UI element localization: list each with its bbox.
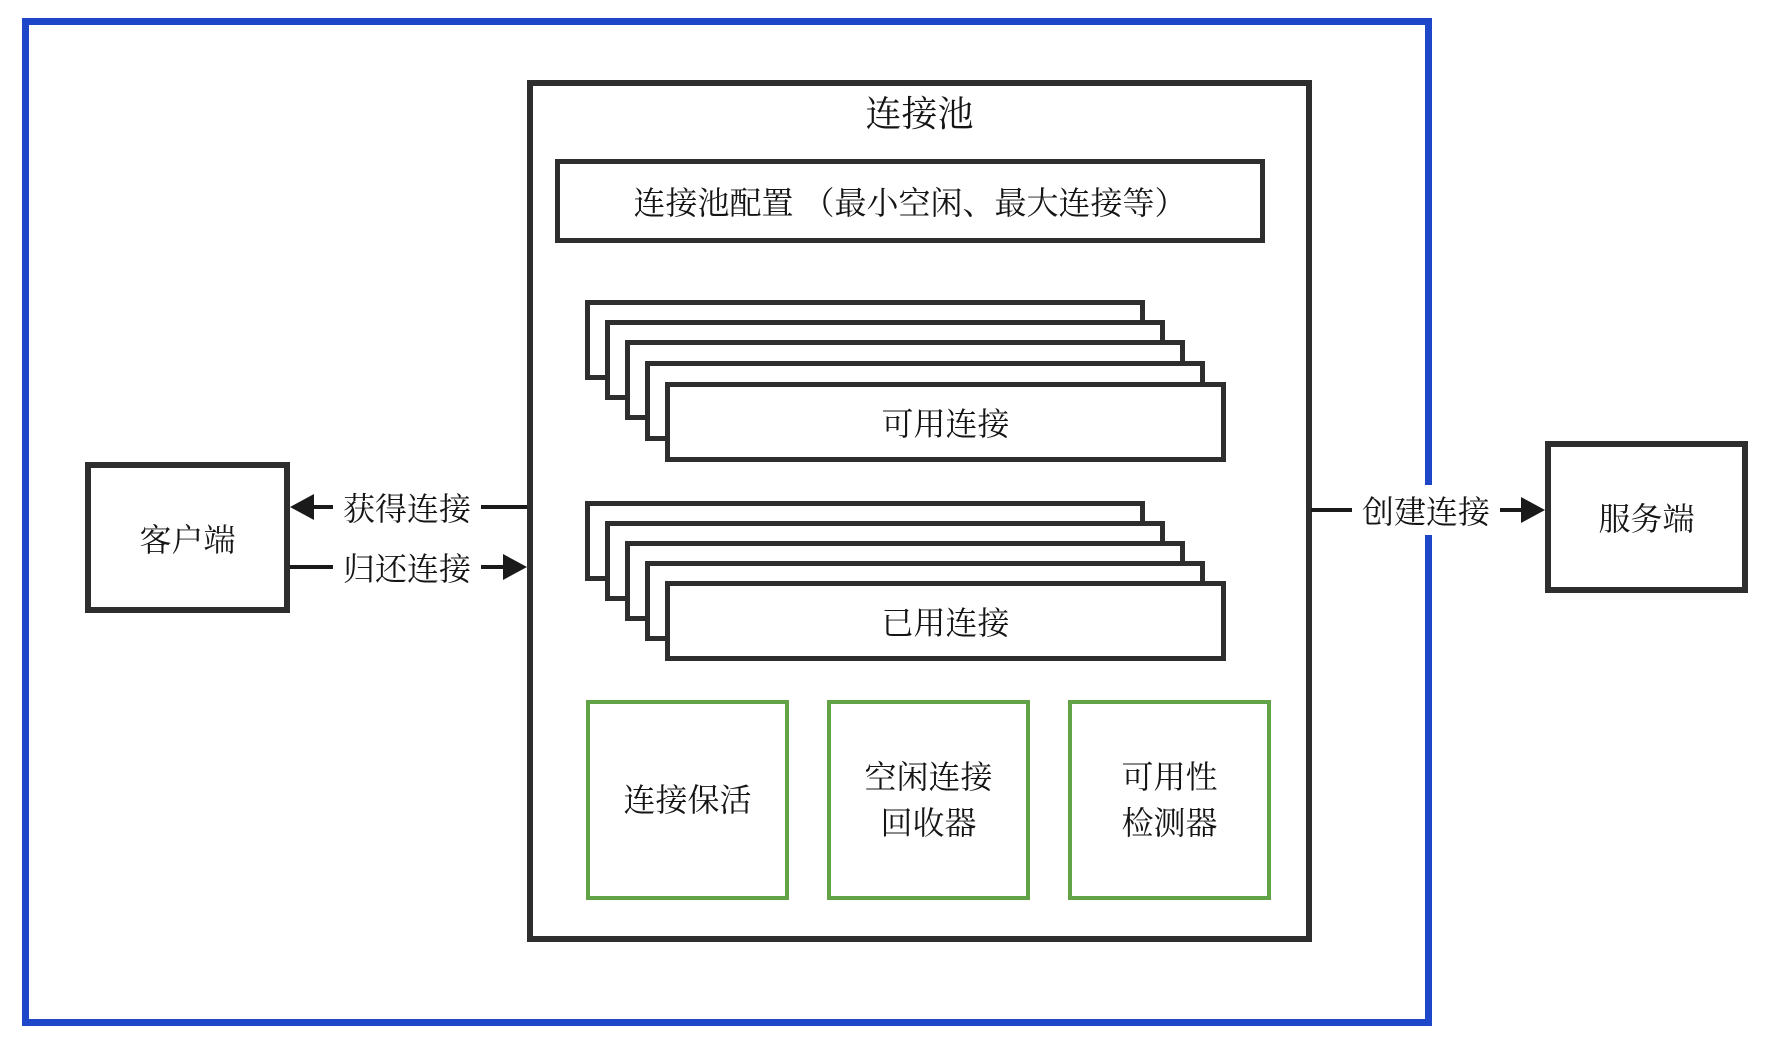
create-connection-label: 创建连接 (1352, 485, 1500, 535)
used-connections-box (665, 581, 1226, 661)
arrowhead-left-icon (290, 494, 314, 520)
availability-detector-label-line1: 可用性 (1121, 759, 1218, 795)
acquire-connection-label: 获得连接 (333, 482, 481, 532)
available-connections-box (665, 382, 1226, 462)
pool-config-box (555, 159, 1265, 243)
used-connections-label: 已用连接 (881, 605, 1010, 641)
idle-recycler-label-line2: 回收器 (880, 805, 977, 841)
client-label: 客户端 (139, 521, 236, 558)
server-box (1545, 441, 1748, 593)
return-connection-label: 归还连接 (333, 542, 481, 592)
arrowhead-right-icon (503, 554, 527, 580)
keepalive-label: 连接保活 (623, 782, 752, 818)
availability-detector-box (1068, 700, 1271, 900)
client-box (85, 462, 290, 613)
available-connections-label: 可用连接 (881, 406, 1010, 442)
arrowhead-right-icon (1521, 497, 1545, 523)
keepalive-box (586, 700, 789, 900)
server-label: 服务端 (1598, 501, 1695, 537)
idle-recycler-box (827, 700, 1030, 900)
availability-detector-label-line2: 检测器 (1121, 805, 1218, 841)
pool-config-label: 连接池配置 （最小空闲、最大连接等） (633, 185, 1187, 221)
idle-recycler-label-line1: 空闲连接 (864, 759, 993, 795)
pool-title: 连接池 (865, 92, 974, 134)
